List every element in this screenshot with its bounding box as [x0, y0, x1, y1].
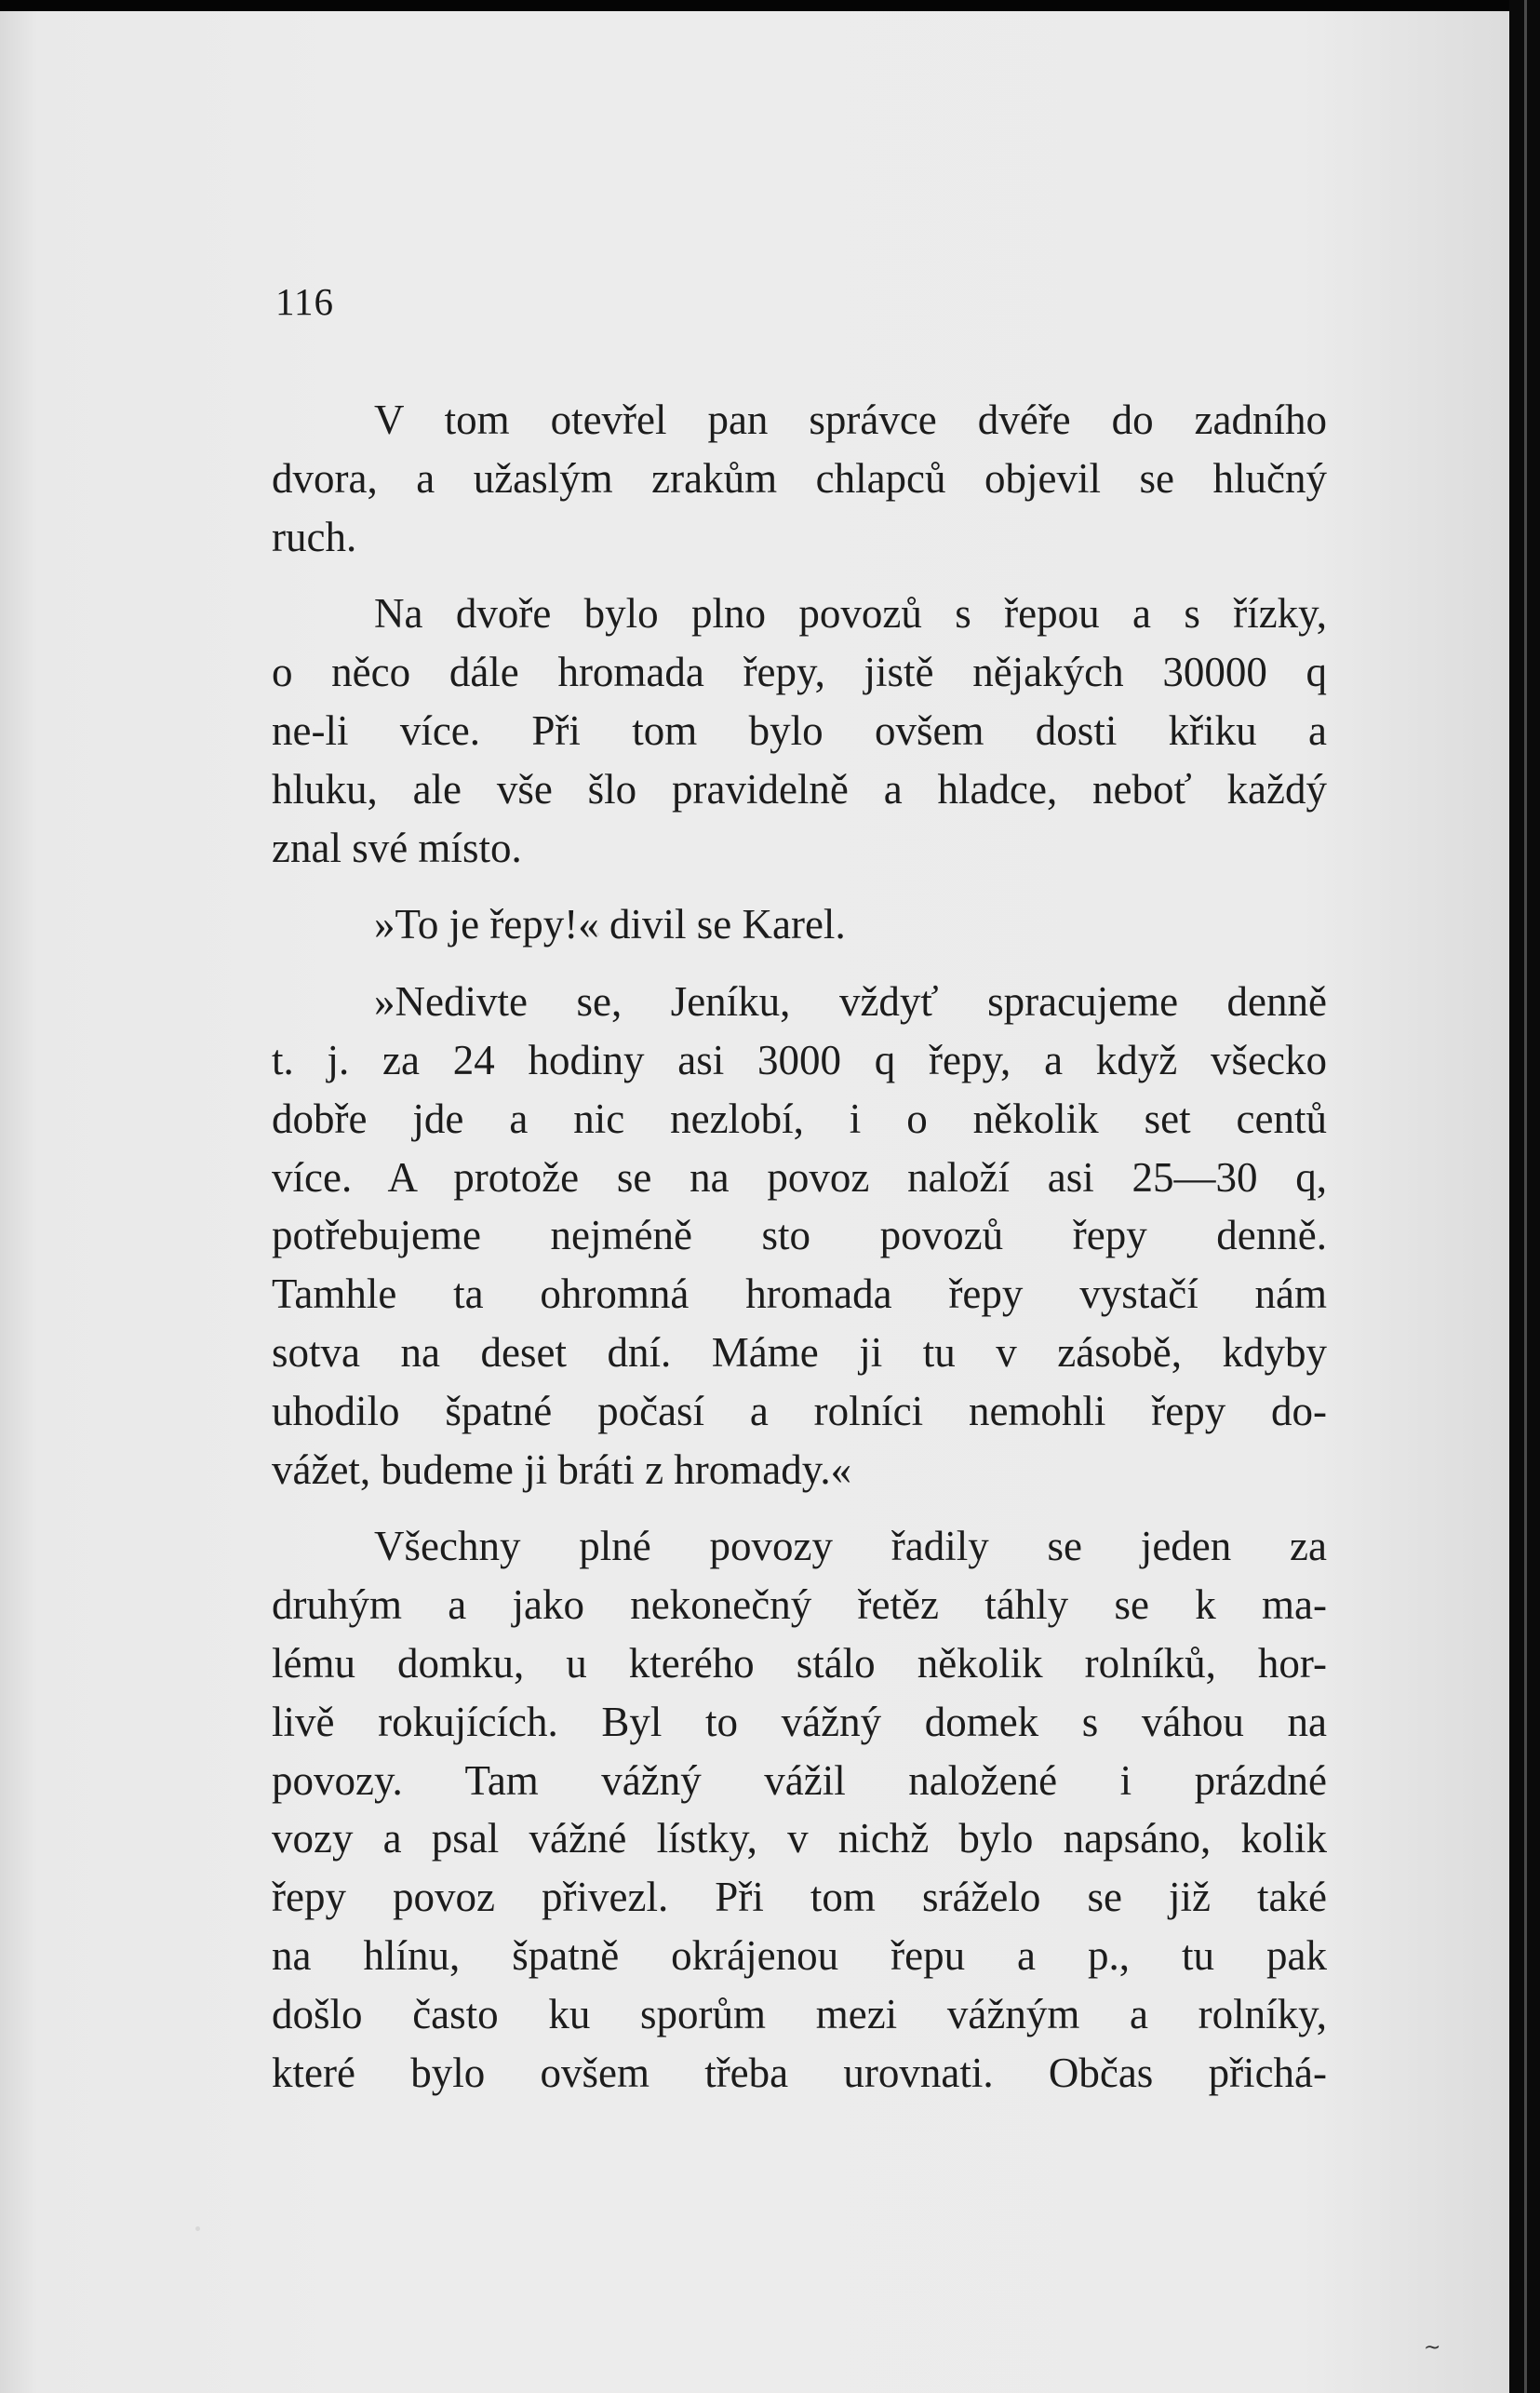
body-text	[272, 391, 1327, 2120]
scan-mark: ~	[1424, 2336, 1441, 2359]
page-edge-line	[1524, 0, 1527, 2393]
paragraph-1	[272, 391, 1327, 566]
text-line: t. j. za 24 hodiny asi 3000 q řepy, a když všecko	[272, 1036, 1327, 1083]
text-line: hluku, ale vše šlo pravidelně a hladce, neboť každý	[272, 765, 1327, 813]
paragraph-2	[272, 585, 1327, 877]
text-line: Na dvoře bylo plno povozů s řepou a s řízky,	[374, 590, 1327, 638]
text-line: došlo často ku sporům mezi vážným a rolníky,	[272, 1990, 1327, 2037]
page-speck	[195, 2226, 200, 2231]
text-line: které bylo ovšem třeba urovnati. Občas přichá-	[272, 2049, 1327, 2096]
text-line: řepy povoz přivezl. Při tom sráželo se již také	[272, 1874, 1327, 1921]
text-line: Tamhle ta ohromná hromada řepy vystačí nám	[272, 1270, 1327, 1318]
text-line: lému domku, u kterého stálo několik rolníků, hor-	[272, 1639, 1327, 1687]
paragraph-3	[272, 895, 1327, 954]
text-line: »Nedivte se, Jeníku, vždyť spracujeme denně	[374, 978, 1327, 1026]
text-line: povozy. Tam vážný vážil naložené i prázdné	[272, 1756, 1327, 1804]
text-line: vozy a psal vážné lístky, v nichž bylo napsáno, kolik	[272, 1815, 1327, 1862]
text-line: dobře jde a nic nezlobí, i o několik set centů	[272, 1095, 1327, 1142]
text-line: ruch.	[272, 513, 357, 560]
text-line: »To je řepy!« divil se Karel.	[374, 901, 846, 948]
text-line: druhým a jako nekonečný řetěz táhly se k ma-	[272, 1581, 1327, 1629]
paragraph-5	[272, 1517, 1327, 2102]
text-line: vážet, budeme ji bráti z hromady.«	[272, 1445, 852, 1493]
text-line: o něco dále hromada řepy, jistě nějakých 30000 q	[272, 649, 1327, 696]
paragraph-4	[272, 973, 1327, 1499]
text-line: sotva na deset dní. Máme ji tu v zásobě, kdyby	[272, 1328, 1327, 1376]
scan-border-top	[0, 0, 1540, 11]
text-line: více. A protože se na povoz naloží asi 25—30 q,	[272, 1153, 1327, 1201]
text-line: livě rokujících. Byl to vážný domek s váhou na	[272, 1698, 1327, 1745]
text-line: na hlínu, špatně okrájenou řepu a p., tu pak	[272, 1931, 1327, 1979]
text-line: znal své místo.	[272, 824, 522, 871]
page-number: 116	[275, 280, 334, 323]
text-line: potřebujeme nejméně sto povozů řepy denně.	[272, 1212, 1327, 1259]
text-line: V tom otevřel pan správce dvéře do zadního	[374, 397, 1327, 443]
text-line: uhodilo špatné počasí a rolníci nemohli řepy do-	[272, 1387, 1327, 1434]
text-line: dvora, a užaslým zrakům chlapců objevil se hlučný	[272, 454, 1327, 502]
text-line: ne-li více. Při tom bylo ovšem dosti křiku a	[272, 706, 1327, 754]
text-line: Všechny plné povozy řadily se jeden za	[374, 1523, 1327, 1570]
